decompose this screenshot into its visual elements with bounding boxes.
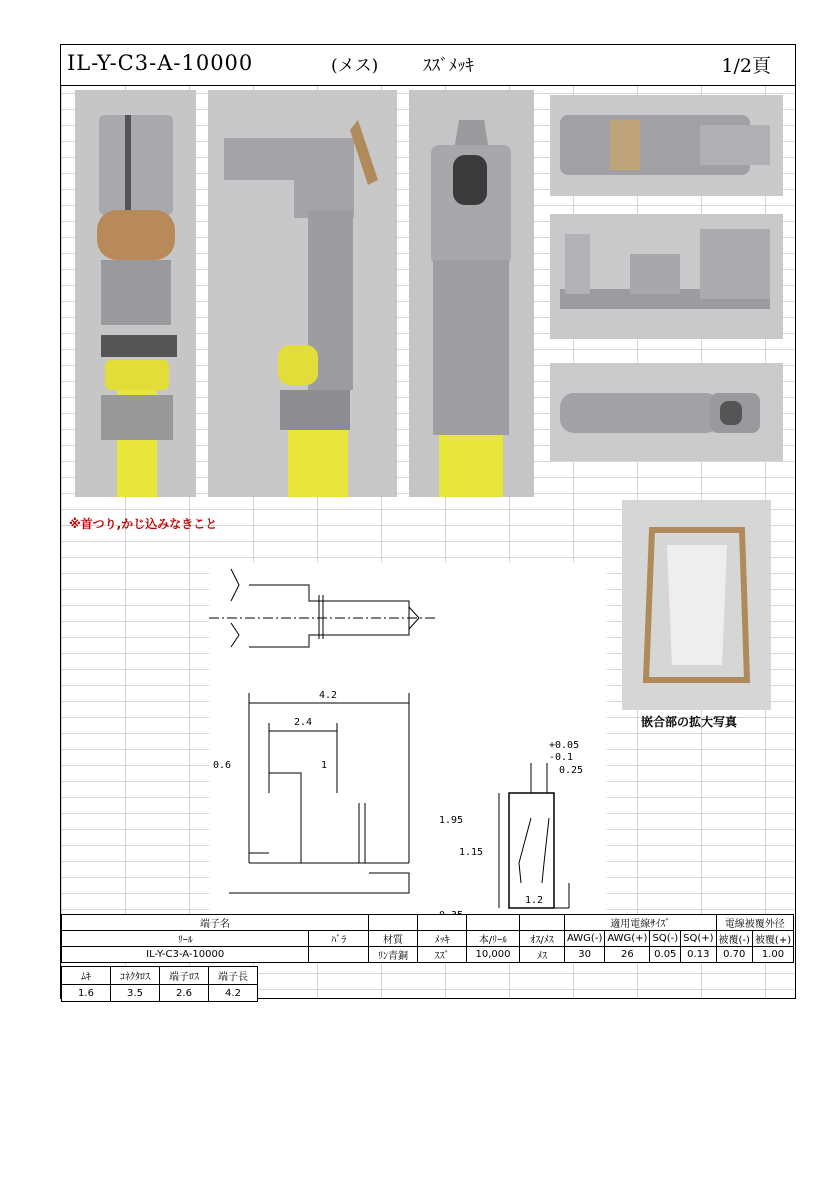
- dimension-drawing: [209, 563, 607, 925]
- terminal-type: (メス): [331, 56, 379, 76]
- th-sq-max: SQ(+): [681, 931, 716, 947]
- th-reel: ﾘｰﾙ: [62, 931, 309, 947]
- th-bara: ﾊﾞﾗ: [309, 931, 369, 947]
- dim-1: 1: [321, 760, 328, 771]
- photo-bottom-view: [550, 363, 783, 461]
- dim-0-6: 0.6: [213, 760, 232, 771]
- page-number: 1/2頁: [721, 55, 771, 77]
- spec-table: [61, 914, 794, 963]
- td-plating: ｽｽﾞ: [418, 947, 467, 963]
- th-gender: ｵｽ/ﾒｽ: [520, 931, 565, 947]
- photo-mating-closeup: [622, 500, 771, 710]
- th-per-reel: 本/ﾘｰﾙ: [467, 931, 520, 947]
- td-sq-max: 0.13: [681, 947, 716, 963]
- dim-1-2: 1.2: [525, 895, 544, 906]
- length-table: [61, 966, 258, 1002]
- dim-overall: 4.2: [319, 690, 338, 701]
- td-cov-max: 1.00: [752, 947, 793, 963]
- closeup-caption: 嵌合部の拡大写真: [641, 715, 738, 729]
- td-connector-loss: 3.5: [111, 985, 160, 1002]
- dim-0-25: 0.25: [559, 765, 584, 776]
- td-gender: ﾒｽ: [520, 947, 565, 963]
- th-awg-min: AWG(-): [565, 931, 605, 947]
- dim-2-4: 2.4: [294, 717, 313, 728]
- td-material: ﾘﾝ青銅: [369, 947, 418, 963]
- td-reel-pn: IL-Y-C3-A-10000: [62, 947, 309, 963]
- th-terminal-length: 端子長: [209, 967, 258, 985]
- dim-1-95: 1.95: [439, 815, 464, 826]
- td-cov-min: 0.70: [716, 947, 752, 963]
- td-awg-min: 30: [565, 947, 605, 963]
- header-bar: [61, 45, 795, 86]
- td-per-reel: 10,000: [467, 947, 520, 963]
- dim-tol-upper: +0.05: [549, 740, 580, 751]
- photo-back-view: [409, 90, 534, 497]
- th-awg-max: AWG(+): [605, 931, 650, 947]
- photo-side-flat: [550, 214, 783, 339]
- th-terminal: 端子名: [62, 915, 369, 931]
- plating-label: ｽｽﾞﾒｯｷ: [423, 56, 474, 76]
- td-terminal-length: 4.2: [209, 985, 258, 1002]
- warning-note: ※首つり,かじ込みなきこと: [69, 517, 218, 531]
- td-awg-max: 26: [605, 947, 650, 963]
- th-wire-size: 適用電線ｻｲｽﾞ: [565, 915, 717, 931]
- td-terminal-loss: 2.6: [160, 985, 209, 1002]
- dim-tol-lower: -0.1: [549, 752, 574, 763]
- th-terminal-loss: 端子ﾛｽ: [160, 967, 209, 985]
- th-cover-od: 電線被覆外径: [716, 915, 794, 931]
- th-material: 材質: [369, 931, 418, 947]
- photo-top-view: [550, 95, 783, 196]
- part-number: IL-Y-C3-A-10000: [67, 51, 254, 75]
- td-bara-pn: [309, 947, 369, 963]
- th-sq-min: SQ(-): [650, 931, 681, 947]
- th-connector-loss: ｺﾈｸﾀﾛｽ: [111, 967, 160, 985]
- th-cov-min: 被覆(-): [716, 931, 752, 947]
- td-sq-min: 0.05: [650, 947, 681, 963]
- dim-1-15: 1.15: [459, 847, 484, 858]
- th-plating: ﾒｯｷ: [418, 931, 467, 947]
- th-muki: ﾑｷ: [62, 967, 111, 985]
- th-cov-max: 被覆(+): [752, 931, 793, 947]
- td-muki: 1.6: [62, 985, 111, 1002]
- spec-sheet: [60, 44, 796, 999]
- photo-side-view: [208, 90, 397, 497]
- photo-front-view: [75, 90, 196, 497]
